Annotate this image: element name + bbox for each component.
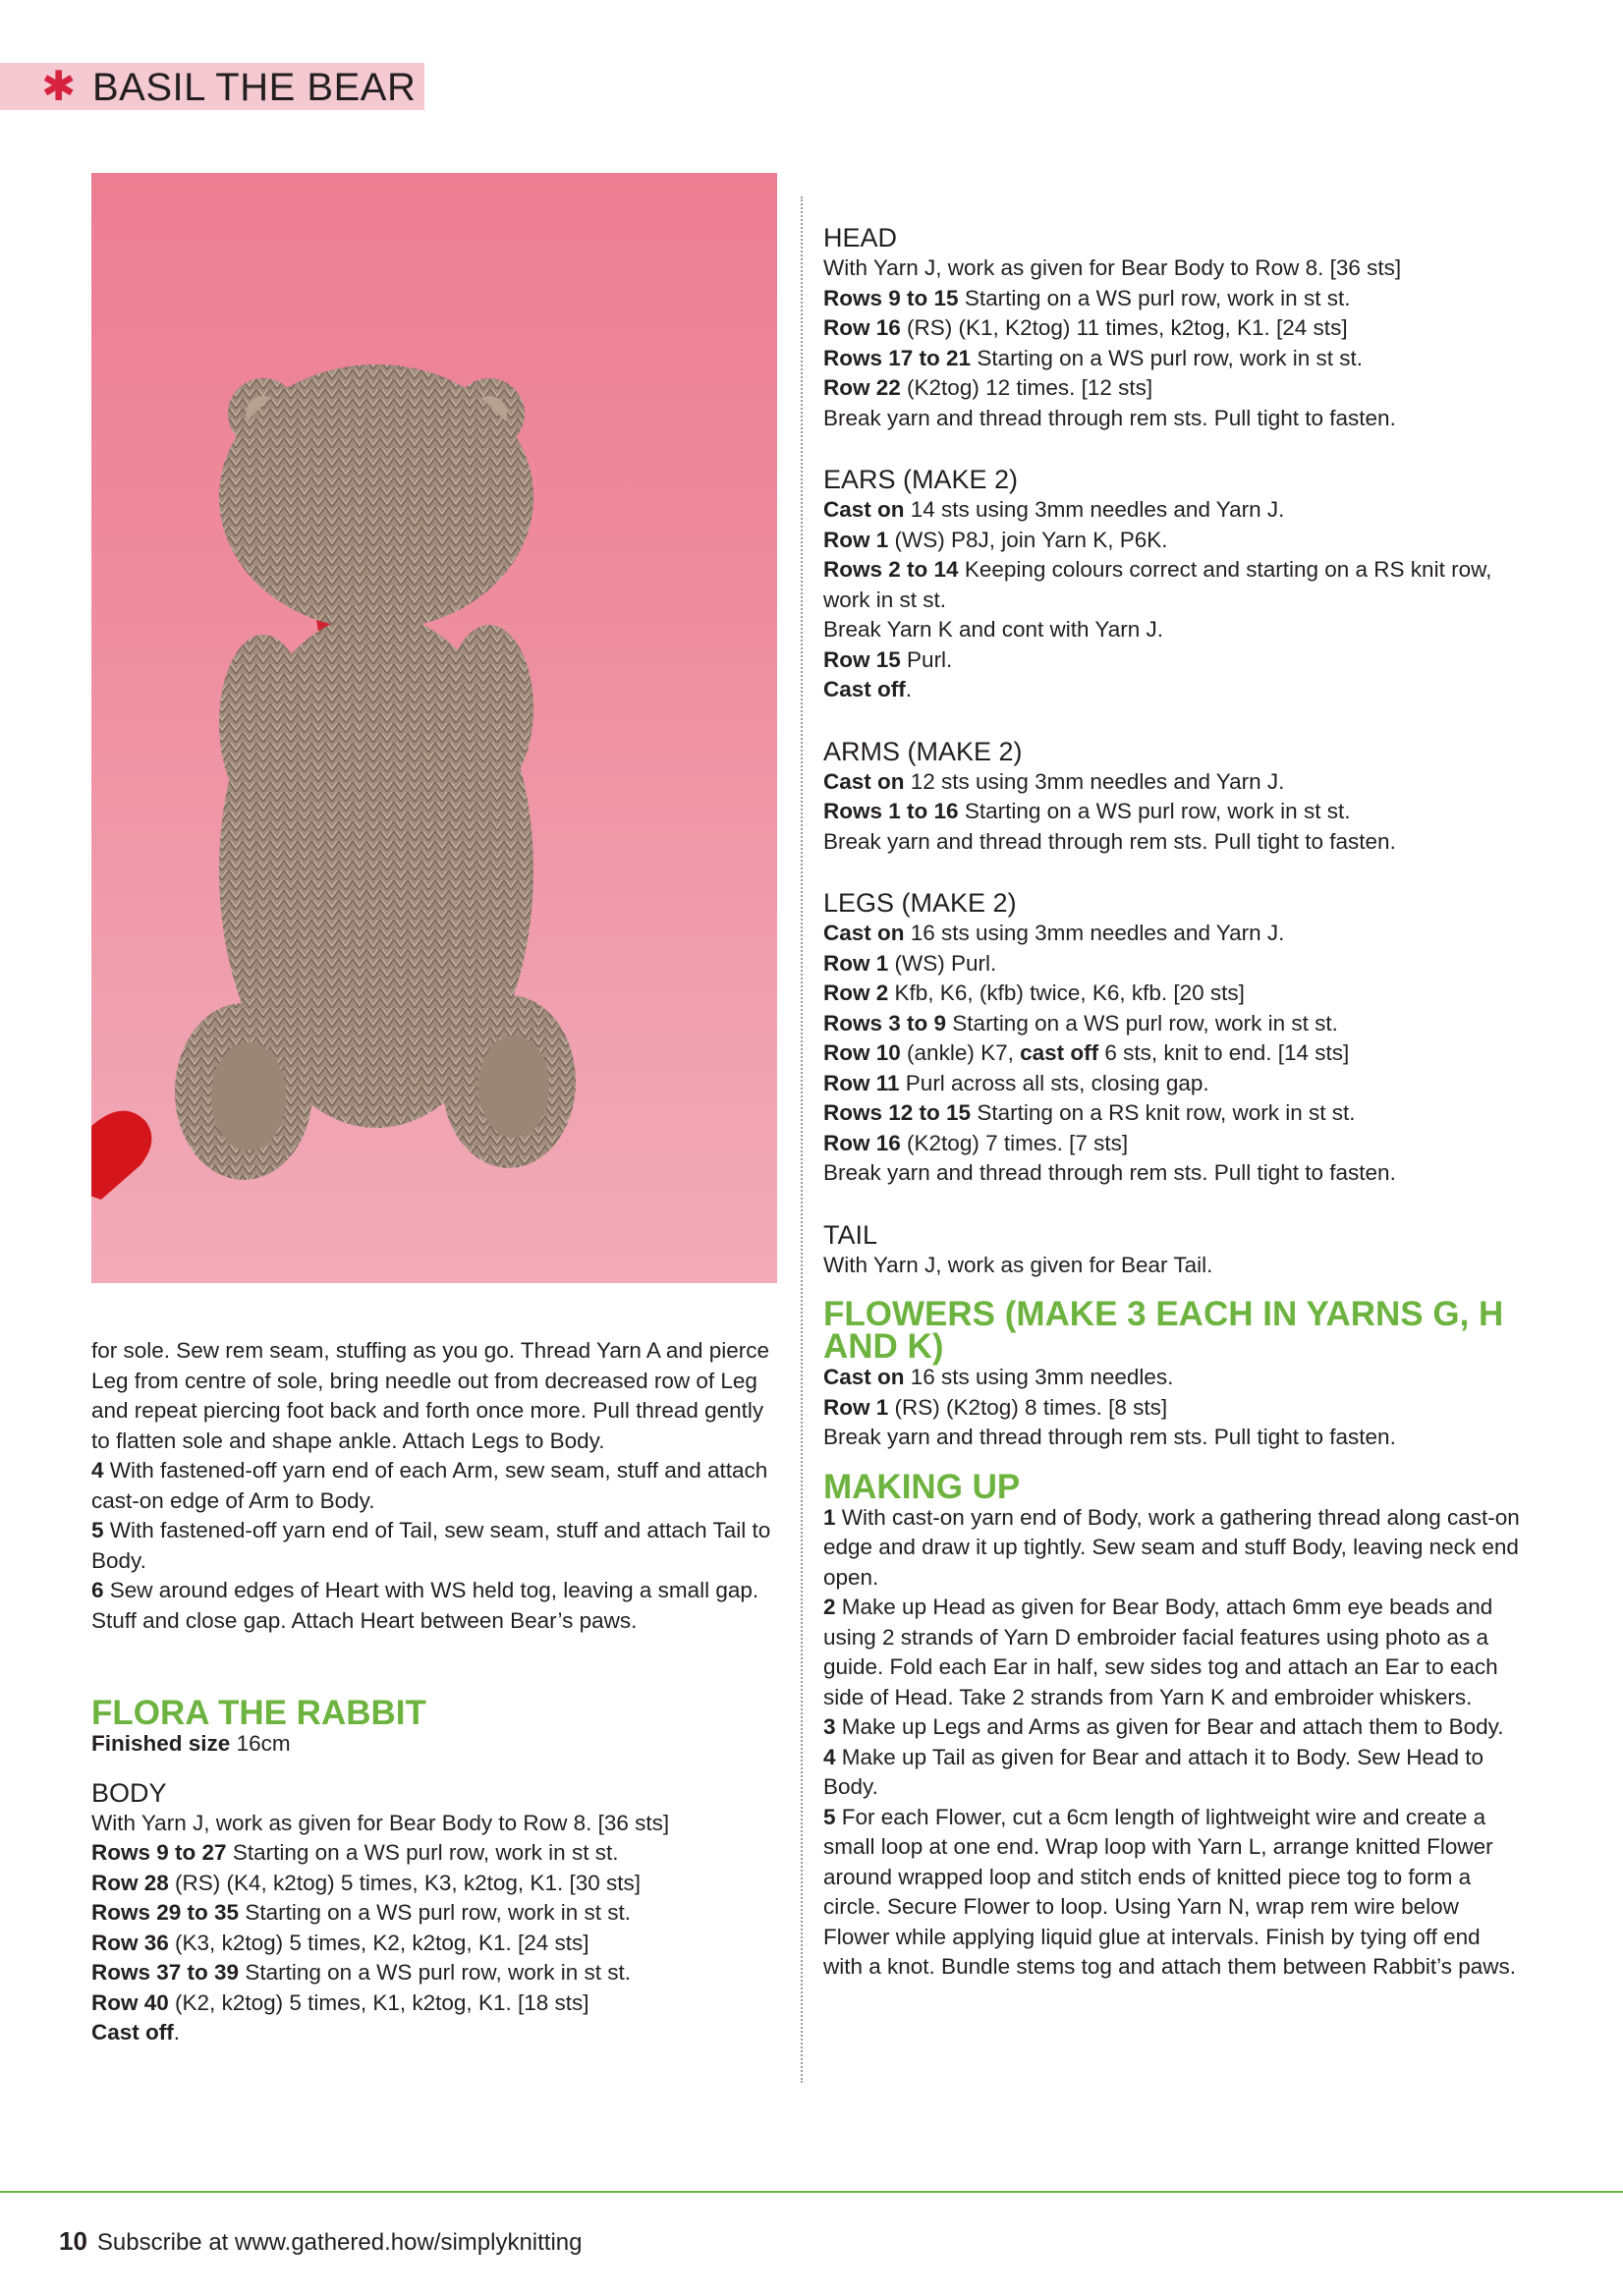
pattern-line: Row 1 (RS) (K2tog) 8 times. [8 sts]	[823, 1394, 1168, 1420]
pattern-line: Break yarn and thread through rem sts. Pull tight to fasten.	[823, 1425, 1396, 1449]
section-title-arms: ARMS (MAKE 2)	[823, 736, 1023, 766]
pattern-line: With Yarn J, work as given for Bear Tail.	[823, 1252, 1213, 1277]
pattern-line: Cast off.	[91, 2020, 181, 2044]
paragraph: 6 Sew around edges of Heart with WS held tog, leaving a small gap. Stuff and close gap. Attach Heart between Bear’s paws.	[91, 1578, 759, 1633]
pattern-line: Row 16 (K2tog) 7 times. [7 sts]	[823, 1130, 1129, 1155]
pattern-line: Row 1 (WS) Purl.	[823, 950, 997, 976]
paragraph: for sole. Sew rem seam, stuffing as you go. Thread Yarn A and pierce Leg from centre of sole, bring needle out from decreased row of Leg and repeat piercing foot back and forth once more. Pull thread gently to flatten sole and shape ankle. Attach Legs to Body.	[91, 1338, 769, 1453]
pattern-line: Rows 29 to 35 Starting on a WS purl row, work in st st.	[91, 1900, 631, 1925]
pattern-line: Row 40 (K2, k2tog) 5 times, K1, k2tog, K1. [18 sts]	[91, 1989, 589, 2015]
pattern-line: With Yarn J, work as given for Bear Body to Row 8. [36 sts]	[91, 1810, 670, 1835]
pattern-line: Break Yarn K and cont with Yarn J.	[823, 617, 1164, 642]
paragraph: 4 With fastened-off yarn end of each Arm, sew seam, stuff and attach cast-on edge of Arm to Body.	[91, 1458, 768, 1513]
left-column	[91, 1336, 779, 2048]
pattern-line: 3 Make up Legs and Arms as given for Bear and attach them to Body.	[823, 1714, 1504, 1739]
pattern-line: Cast on 16 sts using 3mm needles.	[823, 1365, 1174, 1389]
heart-shape	[91, 1111, 151, 1200]
page-number: 10	[59, 2226, 87, 2256]
bear-arm-left	[219, 635, 308, 812]
pattern-line: Break yarn and thread through rem sts. Pull tight to fasten.	[823, 405, 1396, 430]
footer-rule	[0, 2191, 1623, 2193]
pattern-line: Rows 9 to 27 Starting on a WS purl row, work in st st.	[91, 1840, 619, 1865]
pattern-line: 1 With cast-on yarn end of Body, work a gathering thread along cast-on edge and draw it up tightly. Sew seam and stuff Body, leaving neck end open.	[823, 1504, 1520, 1590]
pattern-line: Row 16 (RS) (K1, K2tog) 11 times, k2tog, K1. [24 sts]	[823, 315, 1348, 340]
footer	[59, 2226, 583, 2258]
pattern-line: Rows 3 to 9 Starting on a WS purl row, work in st st.	[823, 1010, 1338, 1036]
bear-photo	[91, 173, 777, 1283]
pattern-line: Row 15 Purl.	[823, 646, 953, 672]
section-title-legs: LEGS (MAKE 2)	[823, 888, 1017, 918]
pattern-line: Row 22 (K2tog) 12 times. [12 sts]	[823, 375, 1153, 400]
pattern-line: Row 36 (K3, k2tog) 5 times, K2, k2tog, K1. [24 sts]	[91, 1930, 589, 1955]
pattern-line: Break yarn and thread through rem sts. Pull tight to fasten.	[823, 828, 1396, 854]
pattern-line: Cast on 14 sts using 3mm needles and Yarn J.	[823, 497, 1285, 522]
section-title-making-up: MAKING UP	[823, 1467, 1021, 1506]
section-title-head: HEAD	[823, 223, 898, 252]
page-title: BASIL THE BEAR	[92, 66, 417, 109]
pattern-line: Row 10 (ankle) K7, cast off 6 sts, knit to end. [14 sts]	[823, 1040, 1350, 1065]
pattern-line: Rows 1 to 16 Starting on a WS purl row, work in st st.	[823, 799, 1351, 823]
pattern-line: Break yarn and thread through rem sts. Pull tight to fasten.	[823, 1160, 1396, 1185]
section-title-flowers: FLOWERS (MAKE 3 EACH IN YARNS G, H AND K)	[823, 1295, 1504, 1366]
section-title-tail: TAIL	[823, 1219, 878, 1250]
right-column	[823, 222, 1523, 1983]
pattern-line: Rows 17 to 21 Starting on a WS purl row, work in st st.	[823, 345, 1363, 370]
section-title-body: BODY	[91, 1777, 167, 1808]
pattern-line: Rows 2 to 14 Keeping colours correct and starting on a RS knit row, work in st st.	[823, 557, 1492, 612]
pattern-line: With Yarn J, work as given for Bear Body to Row 8. [36 sts]	[823, 255, 1402, 280]
subscribe-link[interactable]: Subscribe at www.gathered.how/simplyknitting	[96, 2229, 583, 2256]
bear-head	[219, 364, 533, 630]
pattern-line: Cast on 16 sts using 3mm needles and Yarn J.	[823, 921, 1285, 945]
pattern-line: Cast off.	[823, 677, 913, 701]
pattern-line: 5 For each Flower, cut a 6cm length of lightweight wire and create a small loop at one end. Wrap loop with Yarn L, arrange knitted Flower around wrapped loop and stitch ends of knitted piece tog to form a circle. Secure Flower to loop. Using Yarn N, wrap rem wire below Flower while applying liquid glue at intervals. Finish by tying off end with a knot. Bundle stems tog and attach them between Rabbit’s paws.	[823, 1804, 1516, 1979]
pattern-line: 4 Make up Tail as given for Bear and attach it to Body. Sew Head to Body.	[823, 1744, 1484, 1799]
finished-size: Finished size 16cm	[91, 1731, 291, 1756]
asterisk-flower-icon: ✱	[41, 63, 77, 109]
pattern-line: Cast on 12 sts using 3mm needles and Yarn J.	[823, 768, 1285, 794]
bear-illustration	[91, 173, 777, 1283]
section-title-ears: EARS (MAKE 2)	[823, 465, 1019, 494]
pattern-line: Rows 12 to 15 Starting on a RS knit row, work in st st.	[823, 1100, 1356, 1125]
column-divider	[801, 196, 803, 2083]
section-title-flora: FLORA THE RABBIT	[91, 1694, 426, 1732]
paragraph: 5 With fastened-off yarn end of Tail, sew seam, stuff and attach Tail to Body.	[91, 1518, 771, 1573]
pattern-line: Row 2 Kfb, K6, (kfb) twice, K6, kfb. [20 sts]	[823, 980, 1245, 1005]
bear-arm-right	[445, 625, 533, 792]
pattern-line: Row 1 (WS) P8J, join Yarn K, P6K.	[823, 527, 1168, 552]
pattern-line: Rows 9 to 15 Starting on a WS purl row, work in st st.	[823, 285, 1351, 310]
pattern-line: 2 Make up Head as given for Bear Body, attach 6mm eye beads and using 2 strands of Yarn D embroider facial features using photo as a guide. Fold each Ear in half, sew sides tog and attach an Ear to each side of Head. Take 2 strands from Yarn K and embroider whiskers.	[823, 1595, 1498, 1709]
bear-tail	[350, 1016, 452, 1098]
pattern-line: Row 28 (RS) (K4, k2tog) 5 times, K3, k2tog, K1. [30 sts]	[91, 1870, 641, 1895]
pattern-line: Rows 37 to 39 Starting on a WS purl row, work in st st.	[91, 1960, 631, 1985]
pattern-line: Row 11 Purl across all sts, closing gap.	[823, 1070, 1209, 1095]
